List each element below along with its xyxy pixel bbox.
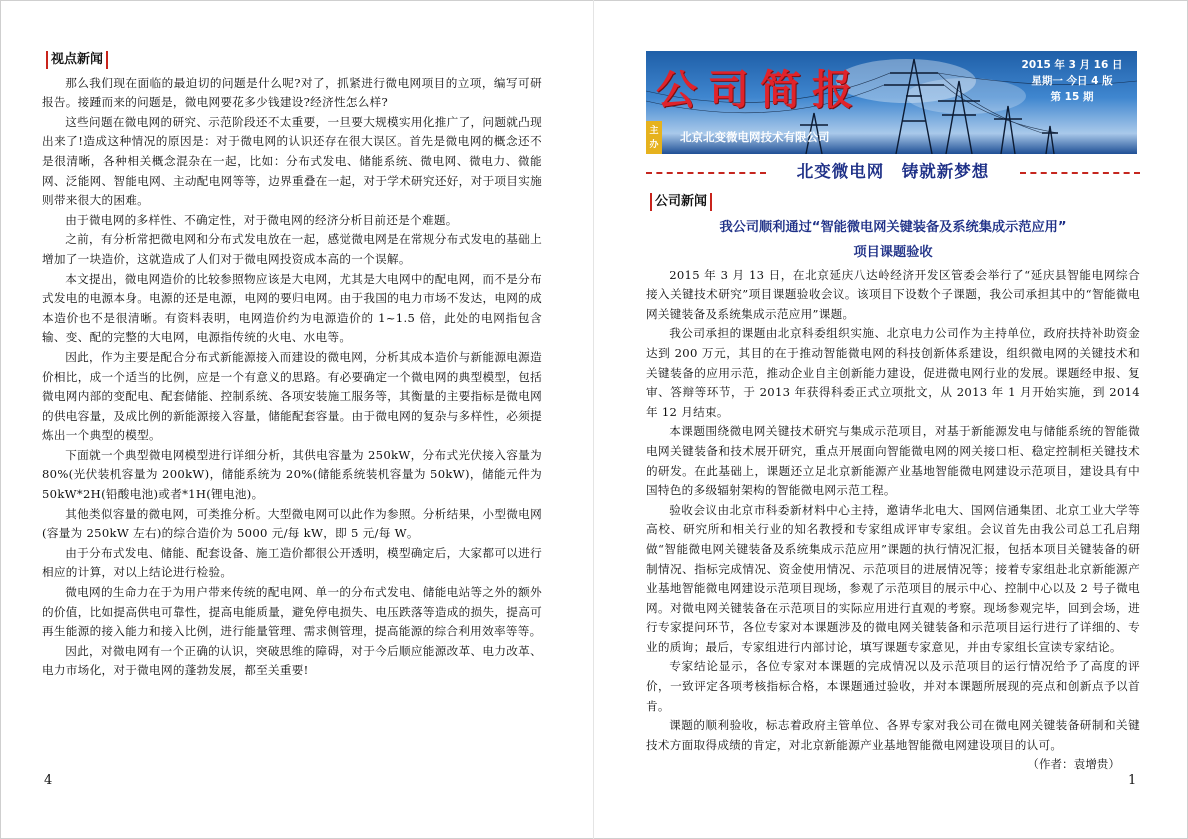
sponsor-company: 北京北变微电网技术有限公司	[680, 130, 830, 144]
masthead-banner	[646, 51, 1137, 154]
left-paragraph: 之前，有分析常把微电网和分布式发电放在一起，感觉微电网是在常规分布式发电的基础上增加了一块造价，这就造成了人们对于微电网投资成本高的一个误解。	[42, 232, 542, 266]
left-section-tag: 视点新闻	[46, 51, 108, 69]
left-paragraph: 本文提出，微电网造价的比较参照物应该是大电网，尤其是大电网中的配电网，而不是分布式发电的电源本身。电源的还是电源，电网的要归电网。由于我国的电力市场不发达，电网的成本造价也不是很清晰。有资料表明，电网造价约为电源造价的 1~1.5 倍，此处的电网指包含输、变、配的完整的大电网，电源指传统的火电、水电等。	[42, 271, 542, 345]
article-headline: 我公司顺利通过“智能微电网关键装备及系统集成示范应用”	[719, 219, 1067, 235]
page-fold	[593, 0, 594, 839]
slogan-row	[646, 156, 1140, 192]
left-paragraph: 那么我们现在面临的最迫切的问题是什么呢?对了，抓紧进行微电网项目的立项，编写可研报告。接踵而来的问题是，微电网要花多少钱建设?经济性怎么样?	[42, 75, 542, 110]
right-paragraph: 本课题围绕微电网关键技术研究与集成示范项目，对基于新能源发电与储能系统的智能微电网关键装备和技术展开研究，重点开展面向智能微电网的网关接口柜、稳定控制柜关键技术的研发。在此基础上，课题还立足北京新能源产业基地智能微电网建设示范项目，建设具有中国特色的多级辐射架构的智能微电网示范工程。	[646, 424, 1140, 498]
left-paragraph: 因此，对微电网有一个正确的认识，突破思维的障碍，对于今后顺应能源改革、电力改革、电力市场化，对于微电网的蓬勃发展，都至关重要!	[42, 643, 542, 678]
right-page-number: 1	[1128, 773, 1137, 788]
left-paragraph: 这些问题在微电网的研究、示范阶段还不太重要，一旦要大规模实用化推广了，问题就凸现出来了!造成这种情况的原因是：对于微电网的认识还存在很大误区。首先是微电网的概念还不是很清晰，各种相关概念混杂在一起，比如：分布式发电、储能系统、微电网、微电力、微能网、泛能网、智能电网、主动配电网等等，边界重叠在一起，对于学术研究还好，对于项目实施则带来很大的困难。	[42, 114, 542, 208]
masthead-meta	[1017, 57, 1127, 105]
right-paragraph: 我公司承担的课题由北京科委组织实施、北京电力公司作为主持单位，政府扶持补助资金达到 200 万元，其目的在于推动智能微电网的科技创新体系建设，组织微电网的关键技术和关键装备的应用示范，推动企业自主创新能力建设，促进微电网行业的发展。课题经申报、复审、答辩等环节，于 2013 年获得科委正式立项批文，从 2013 年 1 月开始实施，到 2014 年 12 月结束。	[646, 326, 1140, 419]
article-author: （作者：袁增贵）	[1027, 757, 1120, 772]
left-page-number: 4	[44, 773, 53, 788]
left-paragraph: 因此，作为主要是配合分布式新能源接入而建设的微电网，分析其成本造价与新能源电源造价相比，成一个适当的比例，应是一个有意义的思路。有必要确定一个微电网的典型模型，包括微电网内部的变配电、配套储能、控制系统、各项安装施工服务等，其衡量的主要指标是微电网的供电容量，及成比例的新能源接入容量，储能配套容量。由于微电网的复杂与多样性，必须提炼出一个典型的模型。	[42, 349, 542, 443]
left-paragraph: 下面就一个典型微电网模型进行详细分析，其供电容量为 250kW，分布式光伏接入容量为 80%(光伏装机容量为 200kW)，储能系统为 20%(储能系统装机容量为 50kW)，储能元件为 50kW*2H(铅酸电池)或者*1H(锂电池)。	[42, 447, 542, 502]
right-page	[646, 51, 1140, 775]
slogan: 北变微电网 铸就新梦想	[796, 162, 990, 181]
article-headline-second-line: 项目课题验收	[853, 244, 933, 260]
issue-date: 2015 年 3 月 16 日	[1021, 59, 1123, 71]
right-paragraph: 2015 年 3 月 13 日，在北京延庆八达岭经济开发区管委会举行了“延庆县智能电网综合接入关键技术研究”项目课题验收会议。该项目下设数个子课题，我公司承担其中的“智能微电网关键装备及系统集成示范应用”课题。	[646, 267, 1140, 321]
left-paragraph: 微电网的生命力在于为用户带来传统的配电网、单一的分布式发电、储能电站等之外的额外的价值，比如提高供电可靠性，提高电能质量，避免停电损失、电压跌落等造成的损失，提高可再生能源的接入能力和接入比例，进行能量管理、需求侧管理，提高能源的综合利用效率等等。	[42, 585, 542, 639]
right-section-tag: 公司新闻	[650, 193, 712, 211]
right-paragraph: 课题的顺利验收，标志着政府主管单位、各界专家对我公司在微电网关键装备研制和关键技术方面取得成绩的肯定，对北京新能源产业基地智能微电网建设项目的认可。	[646, 718, 1140, 752]
right-paragraph: 验收会议由北京市科委新材料中心主持，邀请华北电大、国网信通集团、北京工业大学等高校、研究所和相关行业的知名教授和专家组成评审专家组。会议首先由我公司总工孔启翔做“智能微电网关键装备及系统集成示范应用”课题的执行情况汇报，包括本项目关键装备的研制情况、指标完成情况、资金使用情况、示范项目的进展情况等；接着专家组赴北京新能源产业基地智能微电网建设示范项目现场，参观了示范项目的展示中心、控制中心以及 2 号子微电网。对微电网关键装备在示范项目的实际应用进行直观的考察。现场参观完毕，回到会场，进行专家提问环节，各位专家对本课题涉及的微电网关键装备和示范项目运行进行了详细的、专业的质询；最后，专家组进行内部讨论，填写课题专家意见，并由专家组长宣读专家结论。	[646, 502, 1140, 654]
left-paragraph: 由于微电网的多样性、不确定性，对于微电网的经济分析目前还是个难题。	[65, 212, 458, 227]
issue-weekday-pages: 星期一 今日 4 版	[1031, 75, 1113, 87]
masthead-title: 公司简报	[656, 66, 864, 114]
issue-number: 第 15 期	[1050, 91, 1094, 103]
left-paragraph: 其他类似容量的微电网，可类推分析。大型微电网可以此作为参照。分析结果，小型微电网(容量为 250kW 左右)的综合造价为 5000 元/每 kW，即 5 元/每 W。	[42, 506, 542, 541]
sponsor-label: 主办	[646, 121, 662, 154]
right-paragraph: 专家结论显示，各位专家对本课题的完成情况以及示范项目的运行情况给予了高度的评价，一致评定各项考核指标合格，本课题通过验收，并对本课题所展现的亮点和创新点予以首肯。	[646, 659, 1140, 713]
left-paragraph: 由于分布式发电、储能、配套设备、施工造价都很公开透明，模型确定后，大家都可以进行相应的计算，对以上结论进行检验。	[42, 545, 542, 580]
left-page	[42, 50, 542, 681]
